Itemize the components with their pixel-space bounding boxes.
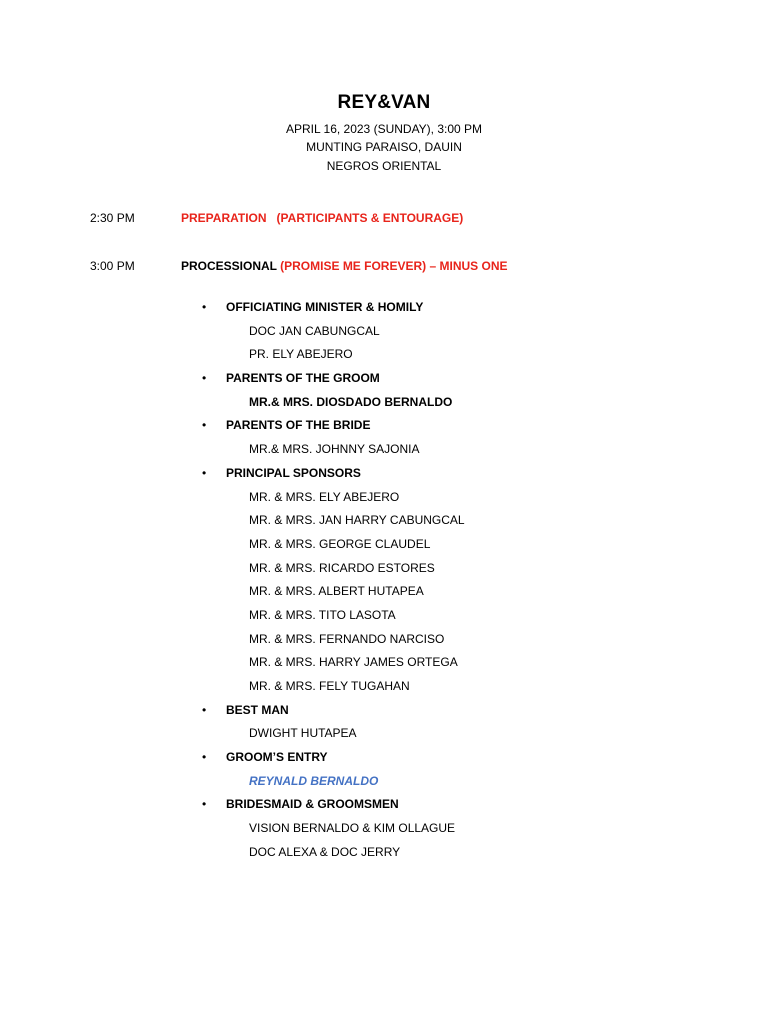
participant-name: MR. & MRS. JAN HARRY CABUNGCAL xyxy=(249,513,465,528)
participant-name: MR.& MRS. JOHNNY SAJONIA xyxy=(249,442,420,457)
section-heading-row xyxy=(0,702,768,726)
list-item xyxy=(0,654,768,678)
list-item xyxy=(0,844,768,868)
section-heading: PRINCIPAL SPONSORS xyxy=(226,465,361,480)
list-item xyxy=(0,560,768,584)
venue-line-2: NEGROS ORIENTAL xyxy=(326,159,442,173)
list-item xyxy=(0,773,768,797)
schedule-label xyxy=(181,259,508,273)
participant-name: MR. & MRS. ALBERT HUTAPEA xyxy=(249,584,424,599)
participant-name: DOC JAN CABUNGCAL xyxy=(249,323,380,338)
participant-name: MR. & MRS. GEORGE CLAUDEL xyxy=(249,536,431,551)
list-item xyxy=(0,323,768,347)
list-item xyxy=(0,725,768,749)
section-heading: BEST MAN xyxy=(226,702,289,717)
list-item xyxy=(0,820,768,844)
list-item xyxy=(0,394,768,418)
section-heading: PARENTS OF THE GROOM xyxy=(226,371,380,386)
section-heading-row xyxy=(0,370,768,394)
section-heading: GROOM’S ENTRY xyxy=(226,750,328,765)
section-heading-row xyxy=(0,465,768,489)
schedule-label-highlight: PREPARATION (PARTICIPANTS & ENTOURAGE) xyxy=(181,211,464,225)
participant-name: VISION BERNALDO & KIM OLLAGUE xyxy=(249,821,456,836)
list-item xyxy=(0,631,768,655)
section-heading: OFFICIATING MINISTER & HOMILY xyxy=(226,300,424,314)
bullet-icon: • xyxy=(202,300,207,314)
list-item xyxy=(0,441,768,465)
participant-name: PR. ELY ABEJERO xyxy=(249,347,353,362)
section-heading: BRIDESMAID & GROOMSMEN xyxy=(226,797,399,812)
schedule-label xyxy=(181,211,463,225)
participant-name: MR. & MRS. RICARDO ESTORES xyxy=(249,560,435,575)
section-heading-row xyxy=(0,299,768,323)
document-title: REY&VAN xyxy=(337,92,431,113)
schedule-time: 2:30 PM xyxy=(90,211,135,225)
bullet-icon: • xyxy=(202,797,207,812)
bullet-icon: • xyxy=(202,750,207,765)
participant-name: REYNALD BERNALDO xyxy=(249,773,379,788)
event-date: APRIL 16, 2023 (SUNDAY), 3:00 PM xyxy=(285,122,483,136)
list-item xyxy=(0,583,768,607)
participant-name: MR. & MRS. ELY ABEJERO xyxy=(249,489,400,504)
list-item xyxy=(0,346,768,370)
participant-name: MR. & MRS. HARRY JAMES ORTEGA xyxy=(249,655,458,670)
list-item xyxy=(0,536,768,560)
list-item xyxy=(0,512,768,536)
section-heading-row xyxy=(0,417,768,441)
participant-name: DOC ALEXA & DOC JERRY xyxy=(249,844,401,859)
participant-name: MR. & MRS. FERNANDO NARCISO xyxy=(249,631,445,646)
section-heading: PARENTS OF THE BRIDE xyxy=(226,418,371,433)
list-item xyxy=(0,607,768,631)
entourage-list xyxy=(0,299,768,868)
list-item xyxy=(0,489,768,513)
venue-line-1: MUNTING PARAISO, DAUIN xyxy=(306,140,462,154)
section-heading-row xyxy=(0,796,768,820)
schedule-time: 3:00 PM xyxy=(90,259,135,273)
participant-name: MR. & MRS. TITO LASOTA xyxy=(249,607,396,622)
bullet-icon: • xyxy=(202,465,207,480)
schedule-label-highlight: (PROMISE ME FOREVER) – MINUS ONE xyxy=(280,259,508,273)
schedule-label-plain: PROCESSIONAL xyxy=(181,259,281,273)
bullet-icon: • xyxy=(202,418,207,433)
participant-name: MR. & MRS. FELY TUGAHAN xyxy=(249,679,410,693)
participant-name: DWIGHT HUTAPEA xyxy=(249,726,357,741)
list-item xyxy=(0,678,768,702)
bullet-icon: • xyxy=(202,702,207,717)
bullet-icon: • xyxy=(202,371,207,386)
section-heading-row xyxy=(0,749,768,773)
participant-name: MR.& MRS. DIOSDADO BERNALDO xyxy=(249,394,453,409)
